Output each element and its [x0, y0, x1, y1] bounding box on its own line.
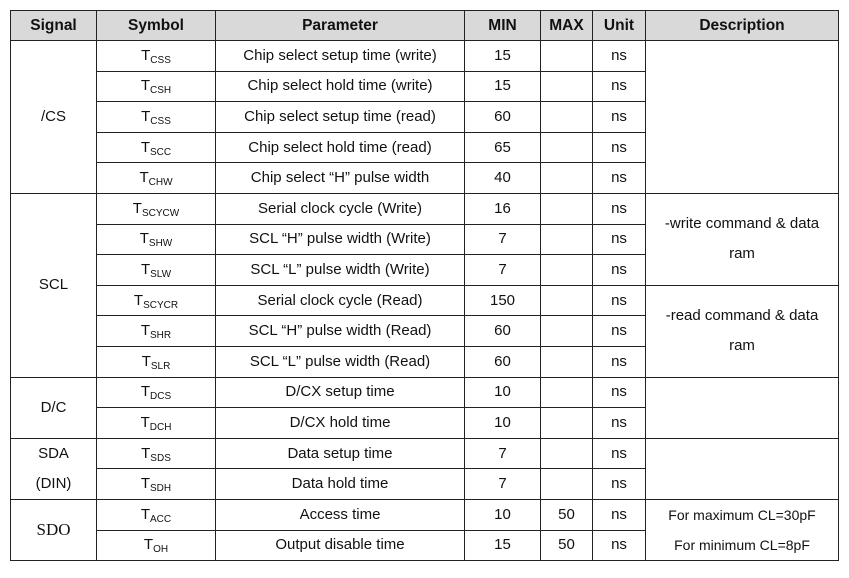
- header-min: MIN: [465, 11, 541, 41]
- max-cell: [541, 102, 593, 133]
- description-read-line2: ram: [729, 337, 755, 355]
- symbol-cell: $T_{CSS}$: [97, 41, 216, 72]
- min-cell: 7: [465, 469, 541, 500]
- max-cell: [541, 377, 593, 408]
- table-row: [11, 41, 839, 72]
- unit-cell: ns: [593, 377, 646, 408]
- symbol-cell: $T_{CSS}$: [97, 102, 216, 133]
- description-sda: [646, 438, 839, 499]
- table-row: [11, 438, 839, 469]
- parameter-cell: Chip select “H” pulse width: [216, 163, 465, 194]
- header-description: Description: [646, 11, 839, 41]
- parameter-cell: Chip select setup time (write): [216, 41, 465, 72]
- header-signal: Signal: [11, 11, 97, 41]
- description-write: [646, 193, 839, 285]
- parameter-cell: SCL “H” pulse width (Write): [216, 224, 465, 255]
- signal-sdo: SDO: [11, 499, 97, 560]
- description-read: [646, 285, 839, 377]
- parameter-cell: SCL “H” pulse width (Read): [216, 316, 465, 347]
- max-cell: [541, 255, 593, 286]
- symbol-cell: $T_{SLW}$: [97, 255, 216, 286]
- parameter-cell: Serial clock cycle (Write): [216, 193, 465, 224]
- min-cell: 60: [465, 346, 541, 377]
- max-cell: [541, 285, 593, 316]
- parameter-cell: SCL “L” pulse width (Write): [216, 255, 465, 286]
- parameter-cell: Chip select hold time (write): [216, 71, 465, 102]
- min-cell: 150: [465, 285, 541, 316]
- symbol-cell: $T_{SHR}$: [97, 316, 216, 347]
- description-cs: [646, 41, 839, 194]
- unit-cell: ns: [593, 469, 646, 500]
- unit-cell: ns: [593, 255, 646, 286]
- max-cell: [541, 408, 593, 439]
- table-row: [11, 377, 839, 408]
- symbol-cell: $T_{SCYCW}$: [97, 193, 216, 224]
- parameter-cell: Data setup time: [216, 438, 465, 469]
- unit-cell: ns: [593, 530, 646, 561]
- unit-cell: ns: [593, 285, 646, 316]
- symbol-cell: $T_{CSH}$: [97, 71, 216, 102]
- unit-cell: ns: [593, 438, 646, 469]
- symbol-cell: $T_{ACC}$: [97, 499, 216, 530]
- parameter-cell: Serial clock cycle (Read): [216, 285, 465, 316]
- min-cell: 10: [465, 377, 541, 408]
- max-cell: 50: [541, 530, 593, 561]
- max-cell: [541, 346, 593, 377]
- symbol-cell: $T_{DCH}$: [97, 408, 216, 439]
- parameter-cell: D/CX hold time: [216, 408, 465, 439]
- unit-cell: ns: [593, 316, 646, 347]
- symbol-cell: $T_{OH}$: [97, 530, 216, 561]
- min-cell: 10: [465, 408, 541, 439]
- max-cell: 50: [541, 499, 593, 530]
- parameter-cell: D/CX setup time: [216, 377, 465, 408]
- min-cell: 15: [465, 41, 541, 72]
- unit-cell: ns: [593, 408, 646, 439]
- symbol-cell: $T_{SCC}$: [97, 132, 216, 163]
- min-cell: 60: [465, 102, 541, 133]
- parameter-cell: Access time: [216, 499, 465, 530]
- min-cell: 15: [465, 530, 541, 561]
- max-cell: [541, 71, 593, 102]
- signal-sda-line1: SDA: [38, 444, 69, 462]
- signal-scl: SCL: [11, 193, 97, 377]
- symbol-cell: $T_{SDS}$: [97, 438, 216, 469]
- unit-cell: ns: [593, 102, 646, 133]
- unit-cell: ns: [593, 163, 646, 194]
- symbol-cell: $T_{SCYCR}$: [97, 285, 216, 316]
- description-write-line1: -write command & data: [664, 215, 820, 233]
- unit-cell: ns: [593, 132, 646, 163]
- min-cell: 65: [465, 132, 541, 163]
- min-cell: 60: [465, 316, 541, 347]
- timing-table: [10, 10, 839, 561]
- header-parameter: Parameter: [216, 11, 465, 41]
- description-write-line2: ram: [729, 245, 755, 263]
- max-cell: [541, 469, 593, 500]
- min-cell: 15: [465, 71, 541, 102]
- parameter-cell: Data hold time: [216, 469, 465, 500]
- unit-cell: ns: [593, 71, 646, 102]
- max-cell: [541, 132, 593, 163]
- table-row: [11, 285, 839, 316]
- min-cell: 7: [465, 224, 541, 255]
- description-acc: For maximum CL=30pF: [668, 507, 816, 523]
- header-unit: Unit: [593, 11, 646, 41]
- parameter-cell: Chip select hold time (read): [216, 132, 465, 163]
- header-row: [11, 11, 839, 41]
- unit-cell: ns: [593, 224, 646, 255]
- timing-table-container: [10, 10, 839, 561]
- min-cell: 16: [465, 193, 541, 224]
- signal-cs: /CS: [11, 41, 97, 194]
- symbol-cell: $T_{CHW}$: [97, 163, 216, 194]
- description-read-line1: -read command & data: [665, 307, 819, 325]
- description-dc: [646, 377, 839, 438]
- header-symbol: Symbol: [97, 11, 216, 41]
- min-cell: 40: [465, 163, 541, 194]
- max-cell: [541, 224, 593, 255]
- table-row: [11, 193, 839, 224]
- parameter-cell: SCL “L” pulse width (Read): [216, 346, 465, 377]
- symbol-cell: $T_{DCS}$: [97, 377, 216, 408]
- max-cell: [541, 438, 593, 469]
- parameter-cell: Chip select setup time (read): [216, 102, 465, 133]
- header-max: MAX: [541, 11, 593, 41]
- parameter-cell: Output disable time: [216, 530, 465, 561]
- symbol-cell: $T_{SHW}$: [97, 224, 216, 255]
- unit-cell: ns: [593, 346, 646, 377]
- description-oh: For minimum CL=8pF: [674, 537, 810, 553]
- description-sdo: [646, 499, 839, 560]
- signal-sda-line2: (DIN): [35, 474, 72, 492]
- max-cell: [541, 163, 593, 194]
- symbol-cell: $T_{SDH}$: [97, 469, 216, 500]
- min-cell: 10: [465, 499, 541, 530]
- max-cell: [541, 41, 593, 72]
- signal-dc: D/C: [11, 377, 97, 438]
- max-cell: [541, 316, 593, 347]
- min-cell: 7: [465, 255, 541, 286]
- min-cell: 7: [465, 438, 541, 469]
- unit-cell: ns: [593, 193, 646, 224]
- table-row: [11, 499, 839, 530]
- symbol-cell: $T_{SLR}$: [97, 346, 216, 377]
- unit-cell: ns: [593, 41, 646, 72]
- unit-cell: ns: [593, 499, 646, 530]
- signal-sda: [11, 438, 97, 499]
- max-cell: [541, 193, 593, 224]
